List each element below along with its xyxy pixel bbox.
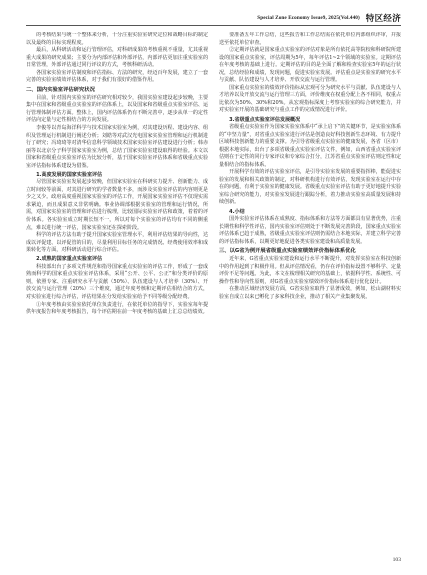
paragraph: 在推动区域经济发展方面，G省实验室取得了显著成效，例如，松山湖材料实验室自成立以来已孵化了多家科技企业，推动了相关产业集聚发展。 [219, 286, 401, 300]
paragraph: ①年度考核由实验室依托单位负责进行，在依托单位的指导下，实验室每年提供年度报告和年度考核报告，每个评估期在前一年度考核的基础上汇总总结绩效。 [26, 301, 208, 316]
paragraph: 国外实验室评估体系在成熟度、指标体系和方法等方面都具有显著优势，注重长期性和科学性评估，国内实验室评估则处于不断发展完善阶段，国家重点实验室评估体系已趋于成熟，省级重点实验室评估则仍需结合本地实际，并建立科学完善的评估指标体系，以期更好地促进各类实验室建设和高质量发展。 [219, 216, 401, 245]
paragraph: 李俊等以青岛海洋科学与技术国家实验室为例，对其建设历程、建设内容、组织及管理运行机制进行阐述分析；刘皓等对武汉光电国家实验室管理和运行机制进行了研究；冯琦琦等对清华信息科学领域技术国家实验室评估建设进行分析；韩赤丽等以北京分子科学国家实验室为例，总结了国家实验室建设取得的经验。本文以国家和省级重点实验室评估为比较分析，基于国家实验室评估体系和省级重点实验室评估指标体系建设为借鉴。 [26, 125, 208, 169]
paragraph: 省级重点实验室作为国家实验室体系中“承上启下”的关键环节，是实验室体系的“中坚力量”，对省重点实验室进行评估是创造良好科技创新生态环境、有力提升区域科技创新能力的重要支撑。为引导省级重点实验室的健康发展，各省（区市）根据本地实际，出台了多项省级重点实验室评估文件，例如，山西省重点实验室评估则在于定性的同行专家评议和专家综合打分，江苏省重点实验室评估则定性和定量相结合的指标体系。 [219, 124, 401, 168]
body-columns [26, 32, 401, 547]
right-column [219, 32, 401, 547]
page-number: 103 [392, 557, 401, 563]
subsection-heading: 2.成熟的国家重点实验室评估 [36, 256, 103, 263]
section-heading: 二、国内实验室评估研究状况 [26, 86, 95, 93]
section-heading: 三、以G省为例开展省级重点实验室绩效评价指标体系优化 [219, 248, 356, 255]
paragraph: ②定期评估就是国家重点实验室的评估对象是所有依托高等院校和科研院所建设的国家重点实验室，评估周期为5年，每年评估1~2个领域的实验室。定期评估在年度考核的基础上进行。定期评估的目的是全面了解和检查实验室5年的运行状况，总结经验和成绩，发现问题，促进实验室发展。评估重点是实验室的研究水平与贡献、队伍建设与人才培养、开放交流与运行管理。 [219, 47, 401, 84]
paragraph: 科技部出台了多项文件规范和指导国家重点实验室的评估工作，形成了一套成熟而科学的国家重点实验室评估体系，采用“公开、公平、公正”和分类评价的原则，依照专家、注重研究水平与贡献（50%）、队伍建设与人才培养（30%）、开放交流与运行管理（20%）三个维度，通过年度考核和定期评估相结合的方式，对实验室进行综合评估，评估结果在分发给实验室给予不同等级分配经费。 [26, 263, 208, 300]
paragraph: 尽管国家实验室发展起步较晚，但国家实验室在科研实力提升、创新能力、成立时间较等前面，对其进行研究的学者数量不多，而涉及实验室评估的内容则更是少之又少。政府高度重视国家实验室的评估工作，开展国家实验室评估不仅现实需求紧迫，而且成果意义非常明确。事业协调部根据实验室的管理和运行情况，所需，对国家实验室的管理和评估进行梳理，比较国际实验室评估和政策，着着的评价体系。各实验室成立时期长短不一，所以对每个实验室的评估均有不同的侧重点，难以进行统一评估，国家实验室还在探索阶段。 [26, 179, 208, 231]
journal-issue: Special Zone Economy Issue9, 2025(Vol.440) [257, 14, 360, 21]
paragraph: 科学的评估方法有助于提升国家实验室管理水平，利用评估结果的导向性，达成以评促建、以评促管的目的，尽量利用目标任务的完成情况、经费使用效率和成果转化等方面，对科研活动进行综合评估。 [26, 232, 208, 254]
left-column [26, 32, 208, 547]
paragraph: 开展科学有效的评估实验室评估，是引导实验室发展的重要指挥棒，能促进实验室的发展和相关政策的制定，对科研机构进行有效评估，发现实验室在运行中存在的问题，有利于实验室的健康发展。省级重点实验室评估有助于更好地提升实验室综合研究的能力，对实验室发展进行跟踪分析，着力推动实验室高质量发展和持续创新。 [219, 169, 401, 206]
subsection-heading: 1.高度发展的国家实验室评估 [36, 171, 103, 178]
paragraph: 的考核结果与统一个整体来分析，十分注重实验室研究定位和战略目标的制定以及最终的目标实现程度。 [26, 32, 208, 46]
paragraph: 近年来，G省重点实验室建设和运行水平不断提升，对发挥实验室在科技创新中的作用起到了积极作用。但从评估情况看，仍存在评价指标设置不够科学、定量评价不足等问题。为此，本文在梳理相关研究的基础上，依据科学性、系统性、可操作性和导向性原则，对G省重点实验室绩效评价指标体系进行优化设计。 [219, 256, 401, 285]
paragraph: 最后，从科研活动和运行管理评估，对科研成果的考核重视不重量，尤其重视重大成果的研究成果；主要分为内部评估和外部评估，内部评估更加注重实验室的日常管理，外部评估通过同行评议的方式，考核科研活动。 [26, 47, 208, 69]
page-header [26, 10, 401, 26]
subsection-heading: 4.小结 [229, 208, 245, 215]
paragraph: 要准备五年工作总结，这些报告和工作总结需在依托单位内部组织评审，并报送至依托单位审查。 [219, 32, 401, 46]
paragraph: 目前，针对国内实验室的评估研究相对较少，我国实验室建设起步较晚，主要集中在国家和省级重点实验室的评估体系上，以及国家和省级重点实验室评估、运行管理体制评估方面。整体上，国内评估体系仍有不断完善中，逐步从单一的定性评估向定量与定性相结合的方向发展。 [26, 94, 208, 124]
subsection-heading: 3.省级重点实验室评估发展概况 [229, 116, 301, 123]
journal-logo: 特区经济 [365, 13, 401, 24]
paragraph: 国家重点实验室的绩效评价指标从宏观可分为研究水平与贡献、队伍建设与人才培养以及开放交流与运行管理三方面，评价维度在权重分配上各不相同，权重占比依次为50%、30%和20%。从宏观指标深度上考察实验室的综合研究能力，并对实验室开展的基础研究与重点工作的完成情况进行评价。 [219, 84, 401, 114]
paragraph: 各国家实验室评估制度和评估指标、方法的研究，经迈百年发展，建立了一套完善的实验室绩效评估体系，对于我们有很好的借鉴作用。 [26, 69, 208, 84]
